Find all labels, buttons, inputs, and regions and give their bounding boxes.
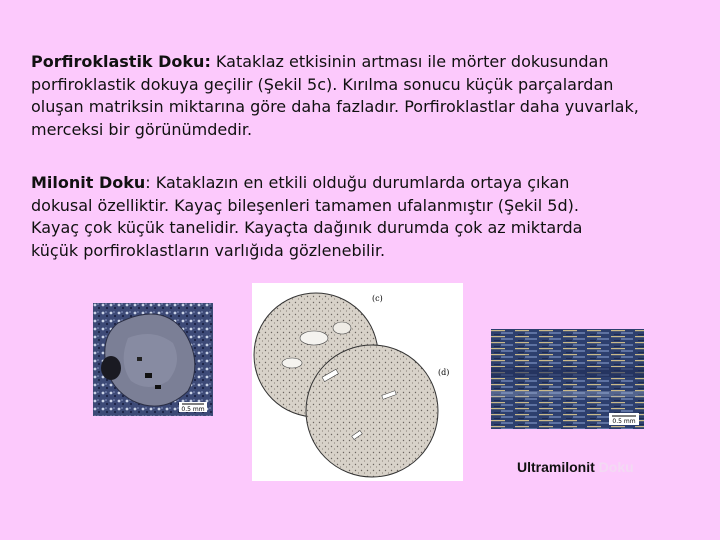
porfiroklastik-term: Porfiroklastik Doku: xyxy=(31,52,211,71)
porphyroclast-micrograph xyxy=(93,303,213,416)
texture-drawing-c-d xyxy=(252,283,463,481)
ultramilonit-caption xyxy=(517,459,634,475)
ultramylonite-micrograph-image xyxy=(491,329,644,429)
porfiroklastik-paragraph xyxy=(31,51,691,141)
figure-label-d: (d) xyxy=(438,368,450,377)
porfiroklastik-text-1: Kataklaz etkisinin artması ile mörter dokusundan xyxy=(210,52,609,71)
porfiroklastik-line-1 xyxy=(31,51,691,74)
porphyroclast-micrograph-image xyxy=(93,303,213,416)
right-scale-label: 0.5 mm xyxy=(612,418,636,425)
porfiroklastik-line-3: oluşan matriksin miktarına göre daha fazladır. Porfiroklastlar daha yuvarlak, xyxy=(31,97,639,116)
caption-text: Ultramilonit xyxy=(517,459,595,475)
milonit-line-4: küçük porfiroklastların varlığıda gözlenebilir. xyxy=(31,240,386,260)
texture-drawing-image xyxy=(252,283,463,481)
ultramylonite-micrograph xyxy=(491,329,644,429)
milonit-text-1: : Kataklazın en etkili olduğu durumlarda ortaya çıkan xyxy=(145,173,570,192)
milonit-line-3: Kayaç çok küçük tanelidir. Kayaçta dağınık durumda çok az miktarda xyxy=(31,218,583,237)
caption-faint-text: Doku xyxy=(598,459,634,475)
porfiroklastik-line-2: porfiroklastik dokuya geçilir (Şekil 5c). Kırılma sonucu küçük parçalardan xyxy=(31,74,614,94)
porfiroklastik-line-4: merceksi bir görünümdedir. xyxy=(31,119,253,139)
milonit-line-2: dokusal özelliktir. Kayaç bileşenleri tamamen ufalanmıştır (Şekil 5d). xyxy=(31,195,579,215)
milonit-line-1 xyxy=(31,172,691,195)
figure-label-c: (c) xyxy=(372,294,383,303)
left-scale-label: 0.5 mm xyxy=(181,406,205,413)
milonit-paragraph xyxy=(31,172,691,262)
milonit-term: Milonit Doku xyxy=(31,173,146,192)
